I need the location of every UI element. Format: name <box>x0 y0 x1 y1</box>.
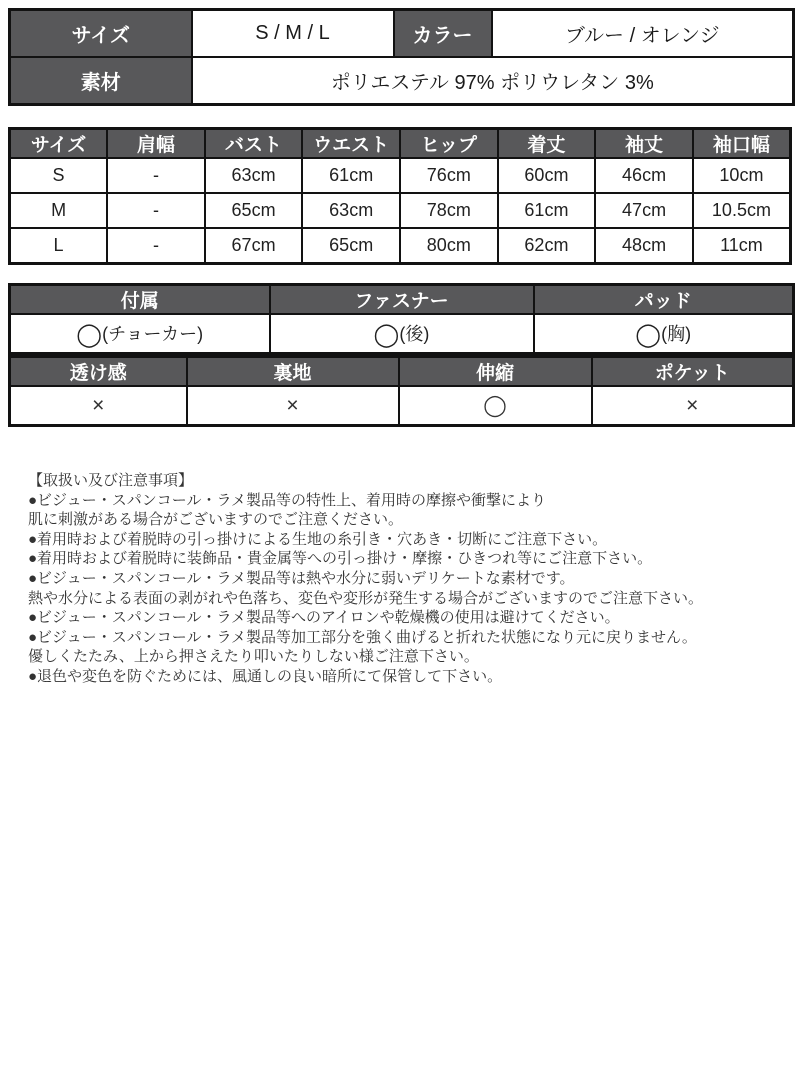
size-chart-header-row <box>10 129 791 159</box>
size-label-cell: サイズ <box>10 10 192 58</box>
details-header-row <box>10 357 794 387</box>
detail-value <box>187 386 399 426</box>
cell: - <box>107 193 205 228</box>
mark-note: (後) <box>399 323 430 344</box>
attachment-value <box>10 314 270 354</box>
detail-value <box>399 386 592 426</box>
circle-mark: ◯ <box>373 320 400 347</box>
circle-mark: ◯ <box>635 320 662 347</box>
attachment-value <box>534 314 794 354</box>
cell: 63cm <box>302 193 400 228</box>
details-table <box>8 355 795 427</box>
attachments-value-row <box>10 314 794 354</box>
column-header: 着丈 <box>498 129 596 159</box>
column-header: 袖丈 <box>595 129 693 159</box>
column-header: 透け感 <box>10 357 187 387</box>
care-note-line: ●ビジュー・スパンコール・ラメ製品等加工部分を強く曲げると折れた状態になり元に戻りません。 <box>28 628 697 646</box>
care-note-line: ●ビジュー・スパンコール・ラメ製品等は熱や水分に弱いデリケートな素材です。 <box>28 569 575 587</box>
attachments-table <box>8 283 795 355</box>
care-note-line: ●ビジュー・スパンコール・ラメ製品等の特性上、着用時の摩擦や衝撃により <box>28 491 547 509</box>
product-spec-table <box>8 8 795 106</box>
cell: 65cm <box>205 193 303 228</box>
column-header: ファスナー <box>270 285 534 315</box>
column-header: 裏地 <box>187 357 399 387</box>
circle-mark: ◯ <box>483 394 507 417</box>
product-spec-page <box>0 8 800 1067</box>
cell: S <box>10 158 108 193</box>
attachments-header-row <box>10 285 794 315</box>
material-label-cell: 素材 <box>10 57 192 105</box>
cell: 76cm <box>400 158 498 193</box>
cell: M <box>10 193 108 228</box>
care-note-line: 熱や水分による表面の剥がれや色落ち、変色や変形が発生する場合がございますのでご注意下さい。 <box>28 589 704 607</box>
cell: 47cm <box>595 193 693 228</box>
detail-value <box>592 386 794 426</box>
care-note-line: 優しくたたみ、上から押さえたり叩いたりしない様ご注意下さい。 <box>28 648 479 666</box>
column-header: 袖口幅 <box>693 129 791 159</box>
detail-value <box>10 386 187 426</box>
cell: 10.5cm <box>693 193 791 228</box>
cell: L <box>10 228 108 264</box>
cross-mark: × <box>686 393 699 417</box>
care-notes <box>28 471 780 687</box>
cell: 11cm <box>693 228 791 264</box>
cell: - <box>107 228 205 264</box>
cell: 65cm <box>302 228 400 264</box>
size-row-s <box>10 158 791 193</box>
column-header: 付属 <box>10 285 270 315</box>
column-header: 肩幅 <box>107 129 205 159</box>
column-header: ポケット <box>592 357 794 387</box>
details-value-row <box>10 386 794 426</box>
size-row-l <box>10 228 791 264</box>
material-value-cell: ポリエステル 97% ポリウレタン 3% <box>192 57 794 105</box>
mark-note: (チョーカー) <box>102 323 204 344</box>
column-header: ウエスト <box>302 129 400 159</box>
cell: 61cm <box>302 158 400 193</box>
cell: 63cm <box>205 158 303 193</box>
column-header: パッド <box>534 285 794 315</box>
column-header: ヒップ <box>400 129 498 159</box>
cell: - <box>107 158 205 193</box>
cell: 61cm <box>498 193 596 228</box>
cell: 48cm <box>595 228 693 264</box>
care-note-line: ●退色や変色を防ぐためには、風通しの良い暗所にて保管して下さい。 <box>28 667 503 685</box>
cell: 60cm <box>498 158 596 193</box>
cell: 62cm <box>498 228 596 264</box>
circle-mark: ◯ <box>76 320 103 347</box>
size-row-m <box>10 193 791 228</box>
table-row <box>10 57 794 105</box>
column-header: バスト <box>205 129 303 159</box>
care-note-line: ●着用時および着脱時に装飾品・貴金属等への引っ掛け・摩擦・ひきつれ等にご注意下さい。 <box>28 550 653 568</box>
cell: 78cm <box>400 193 498 228</box>
column-header: サイズ <box>10 129 108 159</box>
cell: 80cm <box>400 228 498 264</box>
cell: 46cm <box>595 158 693 193</box>
care-notes-title: 【取扱い及び注意事項】 <box>28 472 194 489</box>
cell: 10cm <box>693 158 791 193</box>
care-note-line: ●着用時および着脱時の引っ掛けによる生地の糸引き・穴あき・切断にご注意下さい。 <box>28 530 608 548</box>
cross-mark: × <box>286 393 299 417</box>
attachment-value <box>270 314 534 354</box>
cross-mark: × <box>92 393 105 417</box>
size-chart-table <box>8 127 792 265</box>
care-note-line: 肌に刺激がある場合がございますのでご注意ください。 <box>28 511 404 529</box>
cell: 67cm <box>205 228 303 264</box>
color-value-cell: ブルー / オレンジ <box>492 10 794 58</box>
column-header: 伸縮 <box>399 357 592 387</box>
mark-note: (胸) <box>661 323 692 344</box>
table-row <box>10 10 794 58</box>
color-label-cell: カラー <box>394 10 492 58</box>
size-value-cell: S / M / L <box>192 10 394 58</box>
care-note-line: ●ビジュー・スパンコール・ラメ製品等へのアイロンや乾燥機の使用は避けてください。 <box>28 609 620 627</box>
